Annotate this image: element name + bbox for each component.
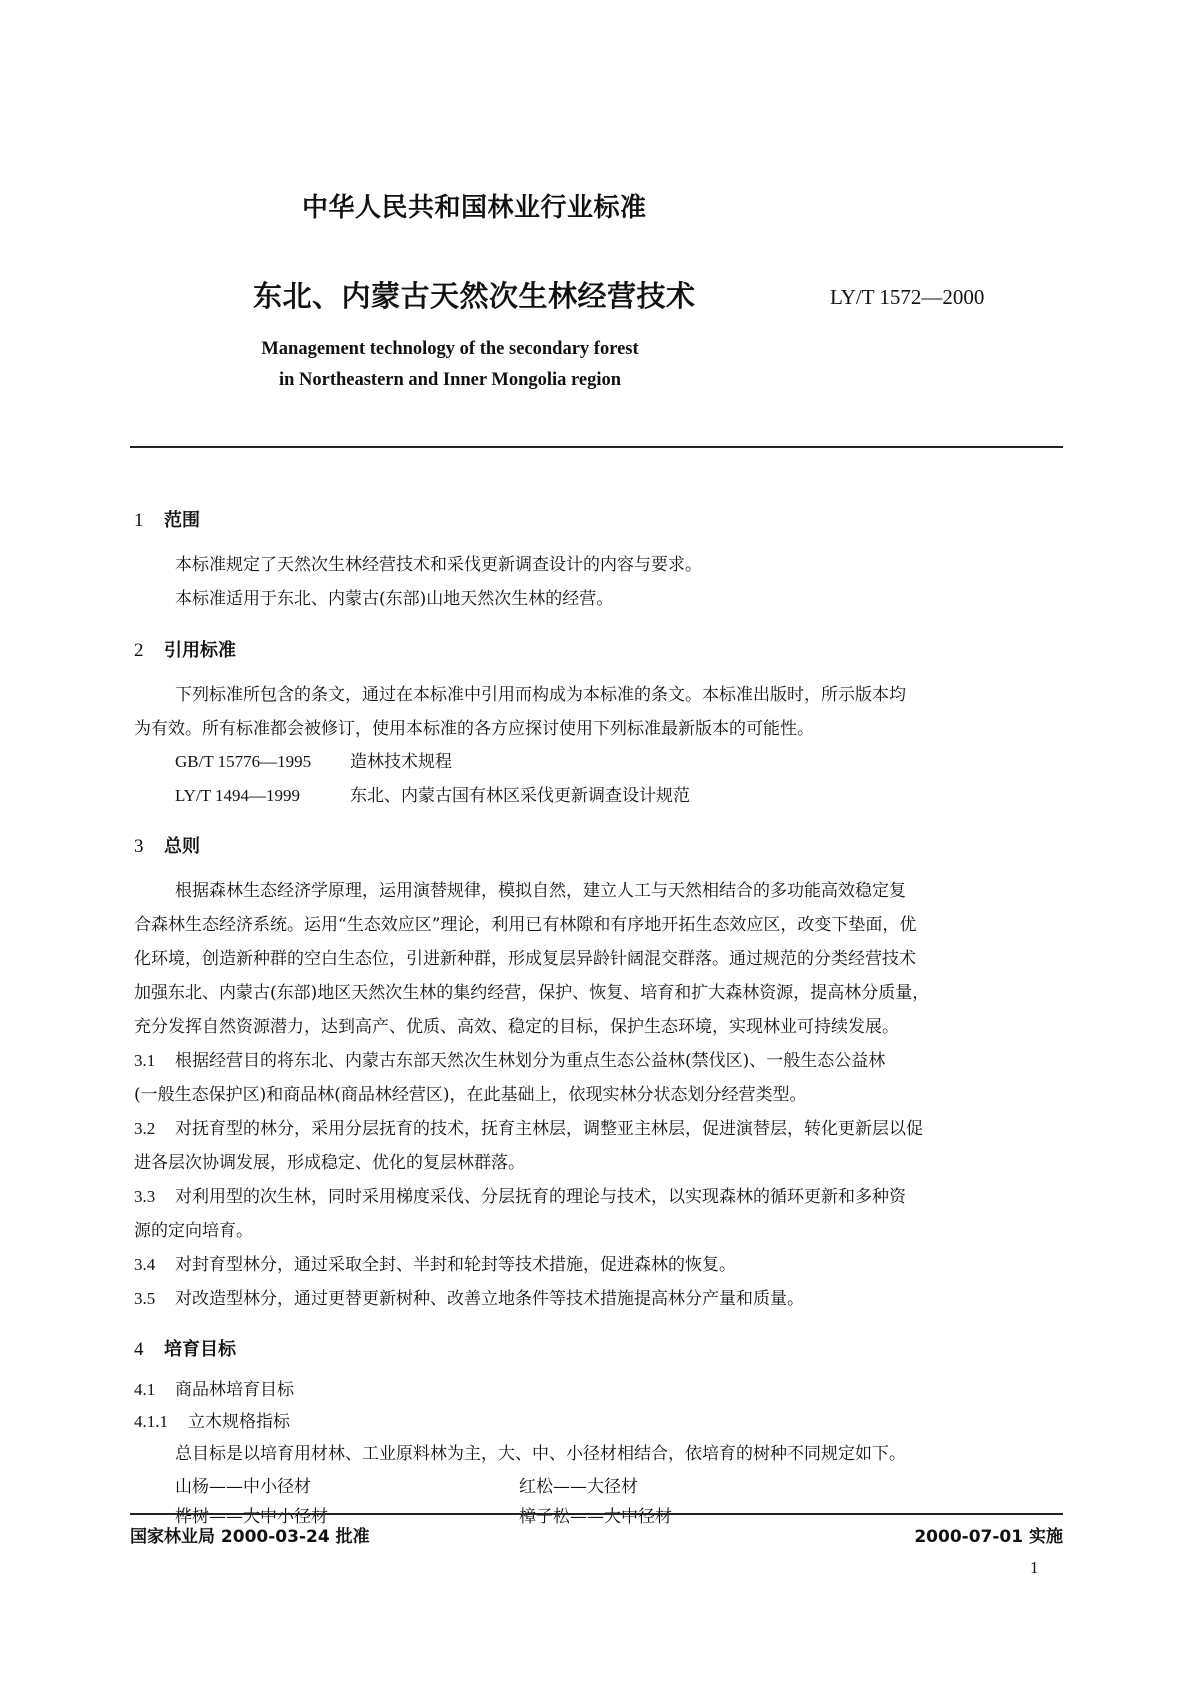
s2-paragraph [134, 678, 1064, 746]
reference-title: 造林技术规程 [350, 752, 452, 772]
s4-paragraph: 总目标是以培育用材林、工业原料林为主，大、中、小径材相结合，依培育的树种不同规定如下。 [175, 1444, 906, 1464]
footer-divider [130, 1513, 1063, 1515]
clause-title: 立木规格指标 [188, 1412, 290, 1432]
text-line [134, 1373, 1064, 1407]
spec-huashu: 桦树——大中小径材 [175, 1507, 328, 1527]
clause-3-2 [134, 1112, 1064, 1180]
text-line: 充分发挥自然资源潜力，达到高产、优质、高效、稳定的目标，保护生态环境，实现林业可持续发展。 [134, 1017, 899, 1037]
text-line: (一般生态保护区)和商品林(商品林经营区)，在此基础上，依现实林分状态划分经营类型。 [134, 1085, 807, 1105]
reference-2 [175, 779, 690, 813]
approval-date: 国家林业局 2000-03-24 批准 [130, 1527, 370, 1547]
reference-title: 东北、内蒙古国有林区采伐更新调查设计规范 [350, 786, 690, 806]
clause-text: 对抚育型的林分，采用分层抚育的技术，抚育主林层，调整亚主林层，促进演替层，转化更新层以促 [175, 1119, 923, 1139]
text-line: 下列标准所包含的条文，通过在本标准中引用而构成为本标准的条文。本标准出版时，所示版本均 [175, 685, 906, 705]
clause-text: 对利用型的次生林，同时采用梯度采伐、分层抚育的理论与技术，以实现森林的循环更新和多种资 [175, 1187, 906, 1207]
clause-title: 商品林培育目标 [175, 1380, 294, 1400]
s1-paragraph-2: 本标准适用于东北、内蒙古(东部)山地天然次生林的经营。 [175, 589, 614, 609]
title-chinese: 东北、内蒙古天然次生林经营技术 [253, 279, 696, 313]
clause-number: 4.1.1 [134, 1412, 168, 1431]
clause-3-1 [134, 1044, 1064, 1112]
text-line: 源的定向培育。 [134, 1221, 253, 1241]
text-line: 化环境，创造新种群的空白生态位，引进新种群，形成复层异龄针阔混交群落。通过规范的分类经营技术 [134, 949, 916, 969]
text-line [134, 1180, 1064, 1214]
clause-4-1 [134, 1373, 1064, 1407]
section-3-heading [134, 832, 200, 858]
title-english-line2: in Northeastern and Inner Mongolia region [278, 370, 622, 390]
text-line: 合森林生态经济系统。运用“生态效应区”理论，利用已有林隙和有序地开拓生态效应区，改变下垫面，优 [134, 915, 917, 935]
clause-number: 3.2 [134, 1119, 156, 1138]
reference-1 [175, 745, 452, 779]
standard-category: 中华人民共和国林业行业标准 [302, 193, 647, 223]
page-number: 1 [1030, 1558, 1039, 1577]
clause-4-1-1 [134, 1405, 1064, 1439]
header-divider [130, 446, 1063, 448]
section-title: 范围 [164, 510, 200, 531]
text-line [134, 1282, 1064, 1316]
title-english [200, 334, 700, 396]
text-line: 加强东北、内蒙古(东部)地区天然次生林的集约经营，保护、恢复、培育和扩大森林资源，提高林分质量， [134, 983, 930, 1003]
s1-paragraph-1: 本标准规定了天然次生林经营技术和采伐更新调查设计的内容与要求。 [175, 555, 702, 575]
title-english-line1: Management technology of the secondary forest [261, 339, 639, 359]
s3-paragraph [134, 874, 1064, 1044]
section-1-heading [134, 506, 200, 532]
standard-number: LY/T 1572—2000 [830, 285, 985, 309]
clause-text: 根据经营目的将东北、内蒙古东部天然次生林划分为重点生态公益林(禁伐区)、一般生态公益林 [175, 1051, 886, 1071]
clause-text: 对改造型林分，通过更替更新树种、改善立地条件等技术措施提高林分产量和质量。 [175, 1289, 804, 1309]
text-line [134, 1248, 1064, 1282]
section-title: 总则 [164, 836, 200, 857]
clause-number: 3.1 [134, 1051, 156, 1070]
text-line [134, 1044, 1064, 1078]
clause-number: 3.3 [134, 1187, 156, 1206]
clause-number: 4.1 [134, 1380, 156, 1399]
spec-zhangzisong: 樟子松——大中径材 [519, 1507, 672, 1527]
text-line: 根据森林生态经济学原理，运用演替规律，模拟自然，建立人工与天然相结合的多功能高效稳定复 [175, 881, 906, 901]
clause-3-5 [134, 1282, 1064, 1316]
section-2-heading [134, 636, 236, 662]
reference-code: GB/T 15776—1995 [175, 752, 312, 771]
clause-number: 3.4 [134, 1255, 156, 1274]
reference-code: LY/T 1494—1999 [175, 786, 301, 805]
clause-number: 3.5 [134, 1289, 156, 1308]
clause-3-4 [134, 1248, 1064, 1282]
clause-3-3 [134, 1180, 1064, 1248]
section-title: 培育目标 [164, 1339, 236, 1360]
section-title: 引用标准 [164, 640, 236, 661]
text-line [134, 1405, 1064, 1439]
spec-hongsong: 红松——大径材 [519, 1477, 638, 1497]
clause-text: 对封育型林分，通过采取全封、半封和轮封等技术措施，促进森林的恢复。 [175, 1255, 736, 1275]
section-4-heading [134, 1335, 236, 1361]
spec-shanyang: 山杨——中小径材 [175, 1477, 311, 1497]
section-number: 4 [134, 1339, 144, 1360]
section-number: 2 [134, 640, 144, 661]
section-number: 1 [134, 510, 144, 531]
text-line: 为有效。所有标准都会被修订，使用本标准的各方应探讨使用下列标准最新版本的可能性。 [134, 719, 814, 739]
text-line [134, 1112, 1064, 1146]
section-number: 3 [134, 836, 144, 857]
text-line: 进各层次协调发展，形成稳定、优化的复层林群落。 [134, 1153, 525, 1173]
implementation-date: 2000-07-01 实施 [914, 1527, 1063, 1547]
